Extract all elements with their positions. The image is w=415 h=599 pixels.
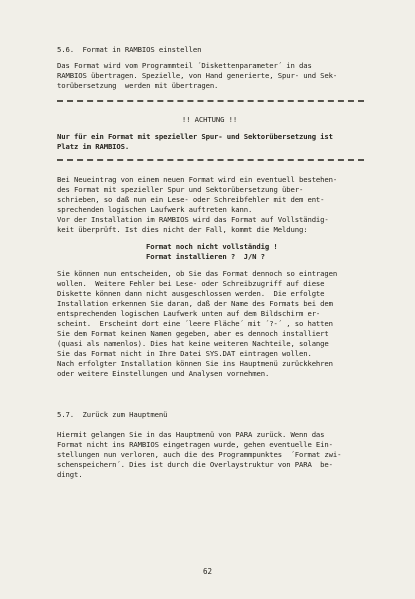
message-line: Format installieren ? J/N ? [146,252,265,261]
body-line: RAMBIOS übertragen. Spezielle, von Hand generierte, Spur- und Sek- [57,71,338,80]
warning-line: Platz im RAMBIOS. [57,142,130,151]
body-line: schenspeichern´. Dies ist durch die Overlaystruktur von PARA be- [57,460,333,469]
body-line: schrieben, so daß nun ein Lese- oder Schreibfehler mit dem ent- [57,195,325,204]
body-line: stellungen nun verloren, auch die des Programmpunktes ´Format zwi- [57,450,342,459]
body-line: Sie dem Format keinen Namen gegeben, aber es dennoch installiert [57,329,329,338]
section-heading-5-7: 5.7. Zurück zum Hauptmenü [57,410,168,419]
body-line: Das Format wird vom Programmteil ´Diskettenparameter´ in das [57,61,312,70]
body-line: (quasi als namenlos). Dies hat keine weiteren Nachteile, solange [57,339,329,348]
section-heading-5-6: 5.6. Format in RAMBIOS einstellen [57,45,202,54]
body-line: scheint. Erscheint dort eine ´leere Fläche´ mit ´?-´ , so hatten [57,319,333,328]
body-line: Diskette können dann nicht ausgeschlossen werden. Die erfolgte [57,289,325,298]
warning-title: !! ACHTUNG !! [181,115,238,124]
body-line: Nach erfolgter Installation können Sie ins Hauptmenü zurückkehren [57,359,333,368]
warning-line: Nur für ein Format mit spezieller Spur- und Sektorübersetzung ist [57,132,333,141]
body-line: torübersetzung werden mit übertragen. [57,81,219,90]
separator-rule [57,159,364,161]
body-line: wollen. Weitere Fehler bei Lese- oder Schreibzugriff auf diese [57,279,325,288]
body-line: Vor der Installation im RAMBIOS wird das Format auf Vollständig- [57,215,329,224]
body-line: Sie können nun entscheiden, ob Sie das Format dennoch so eintragen [57,269,338,278]
page-number: 62 [202,567,213,576]
body-line: Format nicht ins RAMBIOS eingetragen wurde, gehen eventuelle Ein- [57,440,333,449]
body-line: Bei Neueintrag von einem neuen Format wird ein eventuell bestehen- [57,175,338,184]
separator-rule [57,100,364,102]
body-line: oder weitere Einstellungen und Analysen vornehmen. [57,369,270,378]
body-line: Installation erkennen Sie daran, daß der Name des Formats bei dem [57,299,333,308]
message-line: Format noch nicht vollständig ! [146,242,278,251]
body-line: dingt. [57,470,83,479]
body-line: Hiermit gelangen Sie in das Hauptmenü von PARA zurück. Wenn das [57,430,325,439]
body-line: sprechenden logischen Laufwerk auftreten kann. [57,205,253,214]
body-line: entsprechenden logischen Laufwerk unten auf dem Bildschirm er- [57,309,321,318]
body-line: Sie das Format nicht in Ihre Datei SYS.DAT eintragen wollen. [57,349,312,358]
body-line: des Format mit spezieller Spur und Sektorübersetzung über- [57,185,304,194]
body-line: keit überprüft. Ist dies nicht der Fall, kommt die Meldung: [57,225,308,234]
